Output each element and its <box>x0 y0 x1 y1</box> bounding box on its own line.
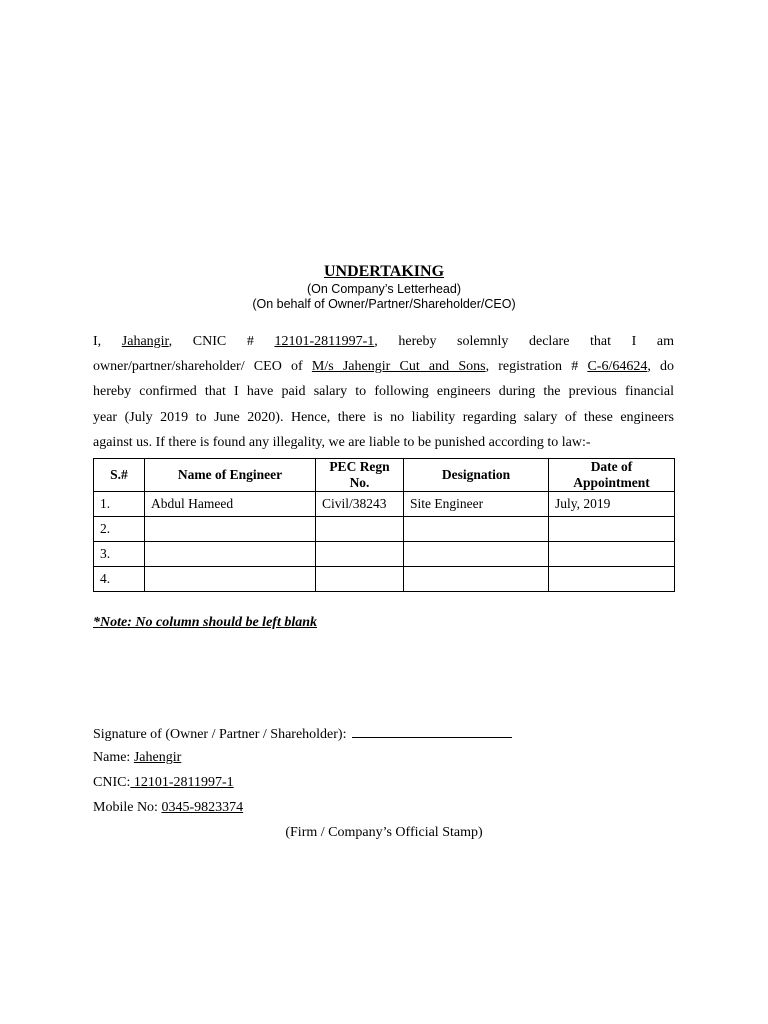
declaration-paragraph <box>93 329 674 455</box>
cell-date-appointment <box>549 517 675 542</box>
paragraph-text: owner/partner/shareholder/ CEO of <box>93 359 303 375</box>
cell-date-appointment <box>549 542 675 567</box>
cell-serial: 4. <box>94 567 145 592</box>
note-text: *Note: No column should be left blank <box>93 615 318 630</box>
mobile-line <box>93 800 243 816</box>
company-name: M/s Jahengir Cut and Sons <box>311 359 486 375</box>
cell-designation <box>404 567 549 592</box>
paragraph-text: I, <box>93 334 102 349</box>
cell-pec-regn <box>316 567 404 592</box>
cell-designation: Site Engineer <box>404 492 549 517</box>
declarant-cnic: 12101-2811997-1 <box>274 334 375 349</box>
signature-blank <box>352 725 512 738</box>
paragraph-line-1 <box>93 329 674 354</box>
cell-serial: 1. <box>94 492 145 517</box>
document-subtitle-letterhead: (On Company’s Letterhead) <box>306 282 462 296</box>
table-row <box>94 567 675 592</box>
paragraph-line-3: hereby confirmed that I have paid salary to following engineers during the previous financial <box>93 384 674 400</box>
document-subtitle-behalf: (On behalf of Owner/Partner/Shareholder/CEO) <box>252 297 516 311</box>
header-date-appointment: Date of Appointment <box>549 459 675 492</box>
registration-number: C-6/64624 <box>587 359 648 375</box>
mobile-label: Mobile No: <box>93 800 158 815</box>
cell-engineer-name <box>145 542 316 567</box>
engineers-table <box>93 458 675 592</box>
cell-engineer-name: Abdul Hameed <box>145 492 316 517</box>
cell-date-appointment: July, 2019 <box>549 492 675 517</box>
cell-pec-regn <box>316 517 404 542</box>
paragraph-text: , registration # <box>485 359 579 375</box>
header-designation: Designation <box>404 459 549 492</box>
paragraph-text: , do <box>647 359 675 375</box>
name-value: Jahengir <box>133 750 182 765</box>
name-label: Name: <box>93 750 131 765</box>
cnic-value: 12101-2811997-1 <box>130 775 234 790</box>
cell-designation <box>404 542 549 567</box>
paragraph-line-4: year (July 2019 to June 2020). Hence, there is no liability regarding salary of these engineers <box>93 409 674 425</box>
header-engineer-name: Name of Engineer <box>145 459 316 492</box>
table-header-row <box>94 459 675 492</box>
cnic-line <box>93 775 234 791</box>
table-row <box>94 542 675 567</box>
signature-line <box>93 725 512 743</box>
table-row <box>94 517 675 542</box>
paragraph-line-2 <box>93 354 674 379</box>
official-stamp-caption: (Firm / Company’s Official Stamp) <box>285 825 483 840</box>
document-title: UNDERTAKING <box>323 263 445 280</box>
table-row <box>94 492 675 517</box>
cell-pec-regn: Civil/38243 <box>316 492 404 517</box>
cnic-label: CNIC: <box>93 775 131 790</box>
mobile-value: 0345-9823374 <box>161 800 244 815</box>
cell-pec-regn <box>316 542 404 567</box>
paragraph-line-5: against us. If there is found any illegality, we are liable to be punished according to law:- <box>93 434 591 450</box>
cell-serial: 2. <box>94 517 145 542</box>
header-serial: S.# <box>94 459 145 492</box>
cell-designation <box>404 517 549 542</box>
cell-engineer-name <box>145 567 316 592</box>
paragraph-text: , hereby solemnly declare that I am <box>374 334 674 349</box>
name-line <box>93 750 181 766</box>
cell-serial: 3. <box>94 542 145 567</box>
paragraph-text: , CNIC # <box>168 334 254 349</box>
signature-label: Signature of (Owner / Partner / Shareholder): <box>93 727 347 742</box>
cell-date-appointment <box>549 567 675 592</box>
declarant-name: Jahangir <box>121 334 169 349</box>
header-pec-regn: PEC Regn No. <box>316 459 404 492</box>
cell-engineer-name <box>145 517 316 542</box>
